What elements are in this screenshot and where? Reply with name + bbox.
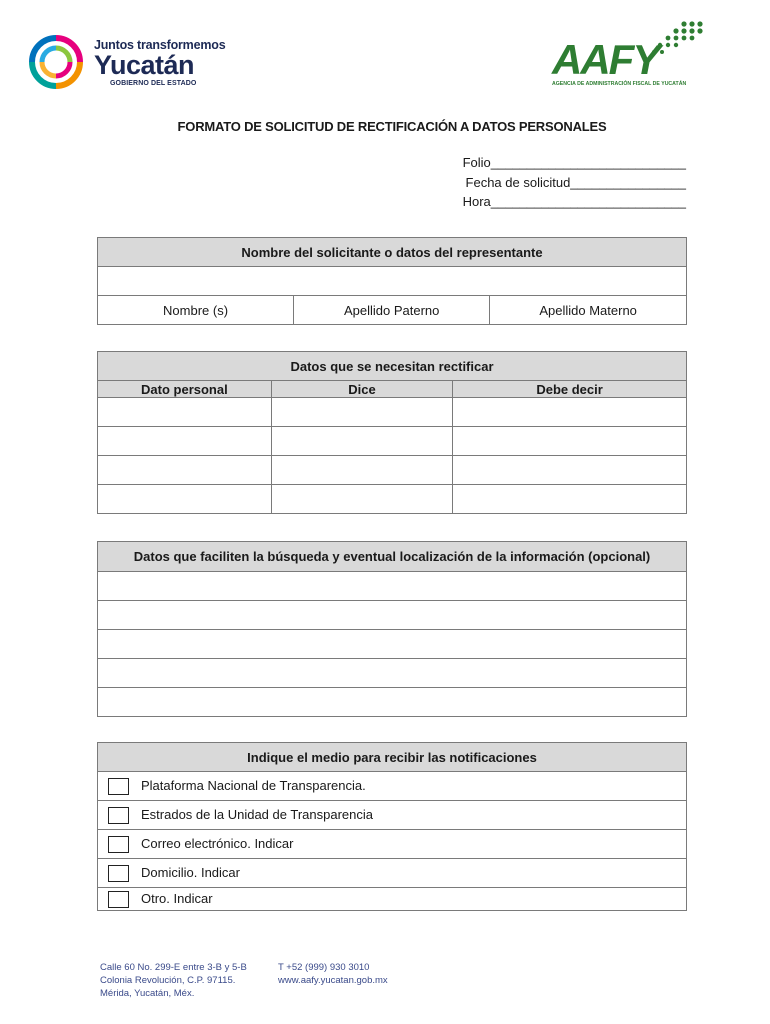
solicitante-table [97, 237, 687, 325]
yucatan-emblem-icon [26, 32, 86, 92]
hora-field[interactable]: Hora___________________________ [462, 194, 686, 209]
dice-cell[interactable] [271, 398, 452, 427]
busqueda-header: Datos que faciliten la búsqueda y eventual localización de la información (opcional) [98, 542, 687, 572]
busqueda-table [97, 541, 687, 717]
logo-line1: Juntos transformemos [94, 38, 226, 52]
notificaciones-header: Indique el medio para recibir las notificaciones [98, 743, 687, 772]
notificaciones-table [97, 742, 687, 911]
document-title: FORMATO DE SOLICITUD DE RECTIFICACIÓN A DATOS PERSONALES [177, 119, 607, 134]
aafy-subtitle: AGENCIA DE ADMINISTRACIÓN FISCAL DE YUCATÁN [552, 81, 687, 87]
list-item [98, 772, 687, 801]
footer-address [100, 961, 247, 1000]
col-dato-personal: Dato personal [98, 381, 272, 398]
table-row [98, 601, 687, 630]
address-line: Colonia Revolución, C.P. 97115. [100, 975, 236, 986]
debe-decir-cell[interactable] [453, 398, 687, 427]
list-item [98, 801, 687, 830]
busqueda-line[interactable] [98, 688, 687, 717]
pnt-label: Plataforma Nacional de Transparencia. [141, 778, 366, 794]
dice-cell[interactable] [271, 427, 452, 456]
busqueda-line[interactable] [98, 659, 687, 688]
busqueda-line[interactable] [98, 630, 687, 659]
dato-cell[interactable] [98, 485, 272, 514]
otro-label: Otro. Indicar [141, 891, 213, 907]
otro-checkbox[interactable] [108, 891, 129, 908]
logo-line2: Yucatán [94, 50, 195, 80]
table-row [98, 659, 687, 688]
yucatan-logo [26, 32, 226, 94]
footer-contact [278, 961, 388, 987]
table-row [98, 485, 687, 514]
pnt-checkbox[interactable] [108, 778, 129, 795]
busqueda-line[interactable] [98, 572, 687, 601]
apellido-paterno-label: Apellido Paterno [294, 296, 490, 325]
solicitante-input-row[interactable] [98, 267, 687, 296]
domicilio-label: Domicilio. Indicar [141, 865, 240, 881]
list-item [98, 888, 687, 911]
table-row [98, 572, 687, 601]
solicitante-header: Nombre del solicitante o datos del representante [98, 238, 687, 267]
dice-cell[interactable] [271, 456, 452, 485]
dice-cell[interactable] [271, 485, 452, 514]
nombre-label: Nombre (s) [98, 296, 294, 325]
folio-field[interactable]: Folio___________________________ [462, 155, 686, 170]
correo-checkbox[interactable] [108, 836, 129, 853]
busqueda-line[interactable] [98, 601, 687, 630]
dato-cell[interactable] [98, 398, 272, 427]
rectificar-table [97, 351, 687, 514]
fecha-solicitud-field[interactable]: Fecha de solicitud________________ [465, 175, 686, 190]
dato-cell[interactable] [98, 456, 272, 485]
list-item [98, 830, 687, 859]
domicilio-checkbox[interactable] [108, 865, 129, 882]
debe-decir-cell[interactable] [453, 456, 687, 485]
table-row [98, 398, 687, 427]
col-dice: Dice [271, 381, 452, 398]
website-link[interactable]: www.aafy.yucatan.gob.mx [278, 975, 388, 986]
address-line: Calle 60 No. 299-E entre 3-B y 5-B [100, 962, 247, 973]
aafy-wordmark: AAFY [552, 36, 659, 83]
aafy-logo [552, 20, 704, 92]
estrados-label: Estrados de la Unidad de Transparencia [141, 807, 373, 823]
col-debe-decir: Debe decir [453, 381, 687, 398]
estrados-checkbox[interactable] [108, 807, 129, 824]
debe-decir-cell[interactable] [453, 427, 687, 456]
logo-line3: GOBIERNO DEL ESTADO [110, 80, 197, 87]
list-item [98, 859, 687, 888]
table-row [98, 688, 687, 717]
dato-cell[interactable] [98, 427, 272, 456]
table-row [98, 456, 687, 485]
correo-label: Correo electrónico. Indicar [141, 836, 294, 852]
table-row [98, 630, 687, 659]
table-row [98, 427, 687, 456]
rectificar-header: Datos que se necesitan rectificar [98, 352, 687, 381]
debe-decir-cell[interactable] [453, 485, 687, 514]
phone-text: T +52 (999) 930 3010 [278, 962, 370, 973]
apellido-materno-label: Apellido Materno [490, 296, 687, 325]
address-line: Mérida, Yucatán, Méx. [100, 988, 195, 999]
